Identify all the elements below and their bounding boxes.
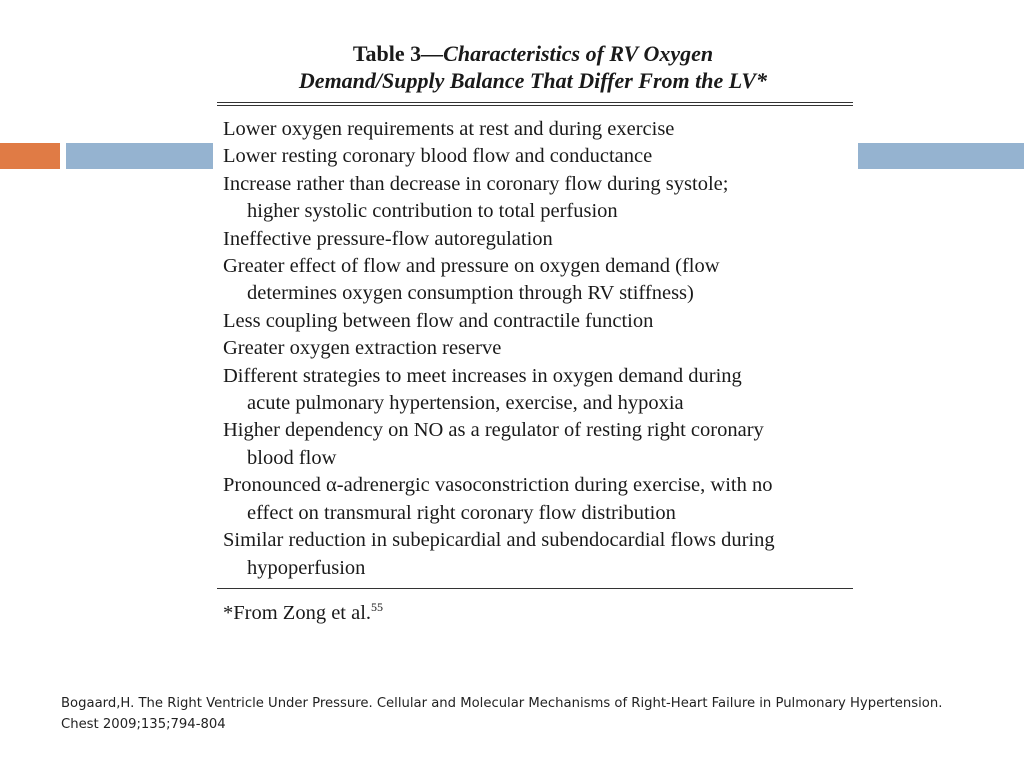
table-row-line: Different strategies to meet increases in oxygen demand during [223, 364, 742, 387]
table-row-line: Less coupling between flow and contractile function [223, 309, 654, 332]
table-row [223, 363, 853, 418]
table-image [213, 40, 853, 627]
footnote-text: *From Zong et al. [223, 601, 372, 624]
table-row-line: Higher dependency on NO as a regulator of resting right coronary [223, 419, 764, 442]
orange-accent-bar [0, 143, 60, 169]
table-top-rule [217, 102, 853, 106]
table-row [223, 143, 853, 170]
table-row-line: effect on transmural right coronary flow distribution [247, 501, 676, 524]
blue-accent-bar-right [858, 143, 1024, 169]
table-row [223, 335, 853, 362]
table-row-line: Similar reduction in subepicardial and subendocardial flows during [223, 529, 775, 552]
table-row [223, 226, 853, 253]
table-title [213, 40, 853, 68]
table-row [223, 308, 853, 335]
table-row [223, 472, 853, 527]
table-row-line: determines oxygen consumption through RV stiffness) [247, 282, 694, 305]
citation-line-2: Chest 2009;135;794-804 [61, 717, 226, 732]
table-row-line: hypoperfusion [247, 556, 366, 579]
table-row [223, 417, 853, 472]
table-row-line: blood flow [247, 446, 337, 469]
table-row [223, 253, 853, 308]
blue-accent-bar-left [66, 143, 214, 169]
table-rows [213, 116, 853, 582]
table-row-line: Increase rather than decrease in coronary flow during systole; [223, 172, 729, 195]
table-row-line: Ineffective pressure-flow autoregulation [223, 227, 553, 250]
table-row [223, 116, 853, 143]
table-bottom-rule [217, 588, 853, 589]
footnote-ref: 55 [371, 599, 384, 614]
table-title-line2: Demand/Supply Balance That Differ From the LV* [298, 68, 768, 93]
citation [61, 693, 1001, 735]
table-title-rest: —Characteristics of RV Oxygen [421, 41, 714, 66]
table-row-line: Pronounced α-adrenergic vasoconstriction during exercise, with no [223, 474, 773, 497]
table-row-line: higher systolic contribution to total perfusion [247, 200, 618, 223]
table-title-lead: Table 3 [352, 41, 422, 66]
table-row-line: acute pulmonary hypertension, exercise, and hypoxia [247, 392, 684, 415]
table-row-line: Greater effect of flow and pressure on oxygen demand (flow [223, 255, 720, 278]
table-row [223, 171, 853, 226]
table-row [223, 527, 853, 582]
table-row-line: Lower resting coronary blood flow and conductance [223, 145, 653, 168]
table-footnote [213, 593, 853, 627]
citation-line-1: Bogaard,H. The Right Ventricle Under Pressure. Cellular and Molecular Mechanisms of Right-Heart Failure in Pulmonary Hypertension. [61, 696, 943, 711]
table-row-line: Greater oxygen extraction reserve [223, 337, 502, 360]
table-row-line: Lower oxygen requirements at rest and during exercise [223, 118, 675, 140]
